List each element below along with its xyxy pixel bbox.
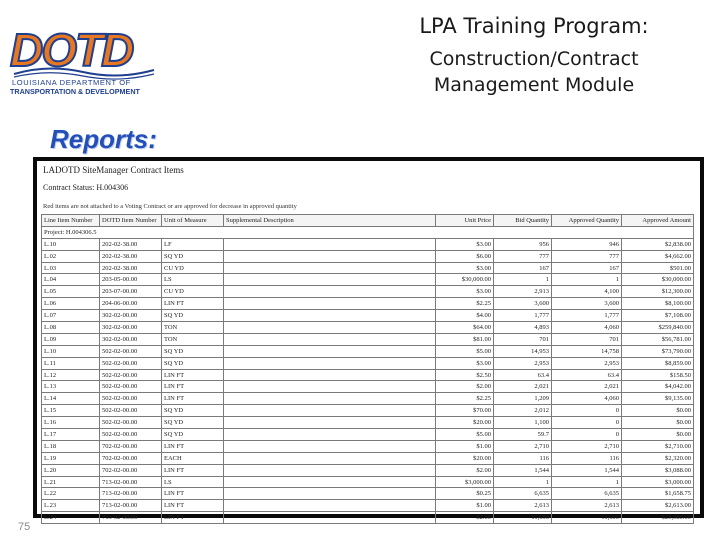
table-cell [224,500,436,512]
table-cell [224,452,436,464]
table-cell [224,250,436,262]
table-cell: LIN FT [162,500,224,512]
table-cell: 2,710 [494,440,552,452]
project-row [42,226,694,238]
table-cell: $2.00 [436,512,494,524]
table-cell [224,322,436,334]
table-cell: $4.00 [436,310,494,322]
table-cell [224,405,436,417]
table-cell: 63.4 [552,369,622,381]
column-header: DOTD Item Number [100,215,162,227]
table-cell [224,512,436,524]
table-cell: L.14 [42,393,100,405]
table-cell: SQ YD [162,310,224,322]
table-row [42,298,694,310]
table-cell: $0.25 [436,488,494,500]
column-header: Unit Price [436,215,494,227]
table-cell: 702-02-00.00 [100,440,162,452]
table-row [42,238,694,250]
table-cell: 59.7 [494,429,552,441]
table-cell: LIN FT [162,464,224,476]
table-row [42,286,694,298]
table-row [42,417,694,429]
table-cell: 502-02-00.00 [100,393,162,405]
page-number: 75 [18,521,31,533]
table-cell: L.16 [42,417,100,429]
table-cell [224,274,436,286]
table-cell: $1.00 [436,440,494,452]
title-line2: Construction/Contract [429,48,639,70]
table-cell: $23,380.00 [622,512,694,524]
table-cell: $30,000.00 [622,274,694,286]
table-cell: L.19 [42,452,100,464]
table-cell: 0 [552,417,622,429]
table-row [42,512,694,524]
table-cell: 502-02-00.00 [100,405,162,417]
table-cell: L.21 [42,476,100,488]
section-label: Reports: [50,124,157,154]
table-cell: $0.00 [622,405,694,417]
table-cell: 702-02-00.00 [100,464,162,476]
report-note: Red items are not attached to a Voting Contract or are approved for decrease in approved quantity [43,203,297,210]
table-cell: L.18 [42,440,100,452]
table-row [42,310,694,322]
table-cell: 701 [552,333,622,345]
table-cell: 6,635 [552,488,622,500]
table-cell: 2,913 [494,286,552,298]
logo-wordmark: DOTD [10,24,133,76]
table-cell: 167 [494,262,552,274]
table-cell: 502-02-00.00 [100,369,162,381]
table-cell: 946 [552,238,622,250]
table-cell: 1 [494,476,552,488]
table-cell: $1.00 [436,500,494,512]
table-cell: LIN FT [162,298,224,310]
table-cell: L.06 [42,298,100,310]
table-row [42,381,694,393]
table-cell [224,298,436,310]
table-cell: SQ YD [162,345,224,357]
table-cell: $9,135.00 [622,393,694,405]
table-cell: 713-02-00.00 [100,476,162,488]
table-cell: LIN FT [162,512,224,524]
table-cell: L.13 [42,381,100,393]
table-cell: $158.50 [622,369,694,381]
table-cell [224,393,436,405]
table-cell: L.08 [42,322,100,334]
table-cell: $8,859.00 [622,357,694,369]
table-cell: 2,613 [494,500,552,512]
table-cell: $2.00 [436,464,494,476]
table-cell: L.11 [42,357,100,369]
table-cell: 502-02-00.00 [100,429,162,441]
table-cell: $3,000.00 [436,476,494,488]
table-cell: 713-02-00.00 [100,500,162,512]
table-cell [224,345,436,357]
table-cell [224,464,436,476]
table-cell: SQ YD [162,405,224,417]
table-cell: 2,021 [552,381,622,393]
table-cell: $64.00 [436,322,494,334]
table-row [42,452,694,464]
table-cell: LS [162,274,224,286]
table-cell: 202-02-38.00 [100,262,162,274]
column-header: Supplemental Description [224,215,436,227]
table-cell: LIN FT [162,440,224,452]
table-row [42,250,694,262]
table-cell: 1 [494,274,552,286]
table-row [42,440,694,452]
table-cell: $81.00 [436,333,494,345]
table-cell: 1,544 [552,464,622,476]
column-header: Approved Quantity [552,215,622,227]
column-header: Unit of Measure [162,215,224,227]
table-cell: $3.00 [436,357,494,369]
table-row [42,464,694,476]
table-cell [224,440,436,452]
table-cell: $2,613.00 [622,500,694,512]
table-cell [224,476,436,488]
table-cell: TON [162,333,224,345]
table-cell: 63.4 [494,369,552,381]
table-cell: L.22 [42,488,100,500]
table-cell: 713-02-00.00 [100,488,162,500]
table-cell: 2,710 [552,440,622,452]
table-cell: 4,100 [552,286,622,298]
table-cell: 302-02-00.00 [100,310,162,322]
table-cell: L.09 [42,333,100,345]
table-cell: $7,108.00 [622,310,694,322]
table-row [42,429,694,441]
table-cell: $56,781.00 [622,333,694,345]
table-cell: 4,893 [494,322,552,334]
table-cell: $8,100.00 [622,298,694,310]
table-cell: LIN FT [162,488,224,500]
table-cell: 2,021 [494,381,552,393]
table-cell: $4,042.00 [622,381,694,393]
table-cell: $4,662.00 [622,250,694,262]
table-cell [224,357,436,369]
table-row [42,476,694,488]
table-cell: SQ YD [162,250,224,262]
dotd-logo [8,14,158,96]
table-cell: 2,613 [552,500,622,512]
project-label: Project: H.004306.5 [42,226,694,238]
table-cell: 3,600 [494,298,552,310]
table-cell [224,333,436,345]
table-cell: $2.00 [436,381,494,393]
table-cell [224,310,436,322]
table-cell: 2,953 [494,357,552,369]
table-cell: CU YD [162,262,224,274]
table-cell: L.04 [42,274,100,286]
table-cell: $1,658.75 [622,488,694,500]
table-cell: SQ YD [162,429,224,441]
table-cell: CU YD [162,286,224,298]
page-title [384,12,684,98]
table-cell: $20.00 [436,452,494,464]
table-cell: 1 [552,274,622,286]
table-cell: 502-02-00.00 [100,357,162,369]
table-cell: L.10 [42,238,100,250]
table-cell: 702-02-00.00 [100,452,162,464]
table-cell: SQ YD [162,357,224,369]
table-cell: 167 [552,262,622,274]
table-cell: L.15 [42,405,100,417]
table-cell: SQ YD [162,417,224,429]
table-cell: $12,300.00 [622,286,694,298]
table-cell [224,417,436,429]
table-cell: 1 [552,476,622,488]
table-cell: $2.25 [436,393,494,405]
column-header: Bid Quantity [494,215,552,227]
table-cell: L.24 [42,512,100,524]
table-cell: 202-02-38.00 [100,238,162,250]
table-cell: 14,953 [494,345,552,357]
table-row [42,405,694,417]
table-cell: $501.00 [622,262,694,274]
table-cell: L.12 [42,369,100,381]
table-cell: L.03 [42,262,100,274]
table-cell: $70.00 [436,405,494,417]
table-row [42,393,694,405]
table-cell [224,488,436,500]
table-cell: L.23 [42,500,100,512]
table-cell: 116 [552,452,622,464]
table-cell: 0 [552,429,622,441]
table-cell: 4,060 [552,322,622,334]
table-cell: 1,100 [494,417,552,429]
table-row [42,333,694,345]
table-cell: 204-06-00.00 [100,298,162,310]
table-cell: L.02 [42,250,100,262]
table-header-row [42,215,694,227]
table-cell [224,381,436,393]
table-cell [224,286,436,298]
table-cell: 4,060 [552,393,622,405]
table-cell: 502-02-00.00 [100,417,162,429]
table-row [42,500,694,512]
table-cell: $3.00 [436,286,494,298]
table-cell: $0.00 [622,429,694,441]
table-cell: $30,000.00 [436,274,494,286]
table-cell: LS [162,476,224,488]
table-cell: 302-02-00.00 [100,322,162,334]
report-screenshot [37,161,700,522]
table-row [42,322,694,334]
table-cell: $2,710.00 [622,440,694,452]
table-cell: 302-02-00.00 [100,333,162,345]
table-cell: $0.00 [622,417,694,429]
table-cell: $73,790.00 [622,345,694,357]
table-cell: 14,758 [552,345,622,357]
table-cell: 777 [494,250,552,262]
table-cell: 11,690 [494,512,552,524]
table-cell: LIN FT [162,393,224,405]
title-line3: Management Module [433,74,635,96]
table-cell: L.05 [42,286,100,298]
table-cell: EACH [162,452,224,464]
table-cell: 1,209 [494,393,552,405]
logo-line2: TRANSPORTATION & DEVELOPMENT [10,87,140,96]
table-row [42,274,694,286]
table-cell: 1,777 [552,310,622,322]
table-cell: 713-02-00.00 [100,512,162,524]
column-header: Approved Amount [622,215,694,227]
table-cell: 0 [552,405,622,417]
table-cell [224,369,436,381]
table-cell: $3,000.00 [622,476,694,488]
table-cell: $5.00 [436,429,494,441]
contract-label: Contract Status: H.004306 [43,183,129,192]
table-row [42,357,694,369]
table-cell: $2.25 [436,298,494,310]
table-cell [224,238,436,250]
table-cell: 203-07-00.00 [100,286,162,298]
table-cell: 2,953 [552,357,622,369]
table-cell: 701 [494,333,552,345]
table-cell: 6,635 [494,488,552,500]
table-cell: LIN FT [162,369,224,381]
table-row [42,369,694,381]
table-cell: 1,777 [494,310,552,322]
table-cell: $2,838.00 [622,238,694,250]
table-cell: 3,600 [552,298,622,310]
table-row [42,262,694,274]
column-header: Line Item Number [42,215,100,227]
table-cell [224,262,436,274]
table-cell: 116 [494,452,552,464]
table-cell: 777 [552,250,622,262]
table-cell: TON [162,322,224,334]
table-cell: $20.00 [436,417,494,429]
report-title: LADOTD SiteManager Contract Items [43,165,184,175]
table-cell: $259,840.00 [622,322,694,334]
table-cell: LIN FT [162,381,224,393]
table-row [42,488,694,500]
table-cell: 11,690 [552,512,622,524]
table-cell: $3,088.00 [622,464,694,476]
table-cell: 502-02-00.00 [100,345,162,357]
table-cell: L.10 [42,345,100,357]
table-cell: $2,320.00 [622,452,694,464]
table-row [42,345,694,357]
table-cell: $3.00 [436,238,494,250]
table-cell: $3.00 [436,262,494,274]
table-cell: 202-02-38.00 [100,250,162,262]
table-cell: 502-02-00.00 [100,381,162,393]
table-cell: L.20 [42,464,100,476]
table-cell: LF [162,238,224,250]
table-cell: 956 [494,238,552,250]
table-cell: $2.50 [436,369,494,381]
table-cell: 203-05-00.00 [100,274,162,286]
title-line1: LPA Training Program: [419,14,649,38]
contract-items-table [41,214,694,524]
logo-line1: LOUISIANA DEPARTMENT OF [12,78,131,87]
table-cell: 1,544 [494,464,552,476]
table-cell: 2,012 [494,405,552,417]
table-cell: L.07 [42,310,100,322]
dotd-logo-graphic [8,14,158,96]
table-cell: $5.00 [436,345,494,357]
table-cell [224,429,436,441]
table-cell: $6.00 [436,250,494,262]
table-cell: L.17 [42,429,100,441]
